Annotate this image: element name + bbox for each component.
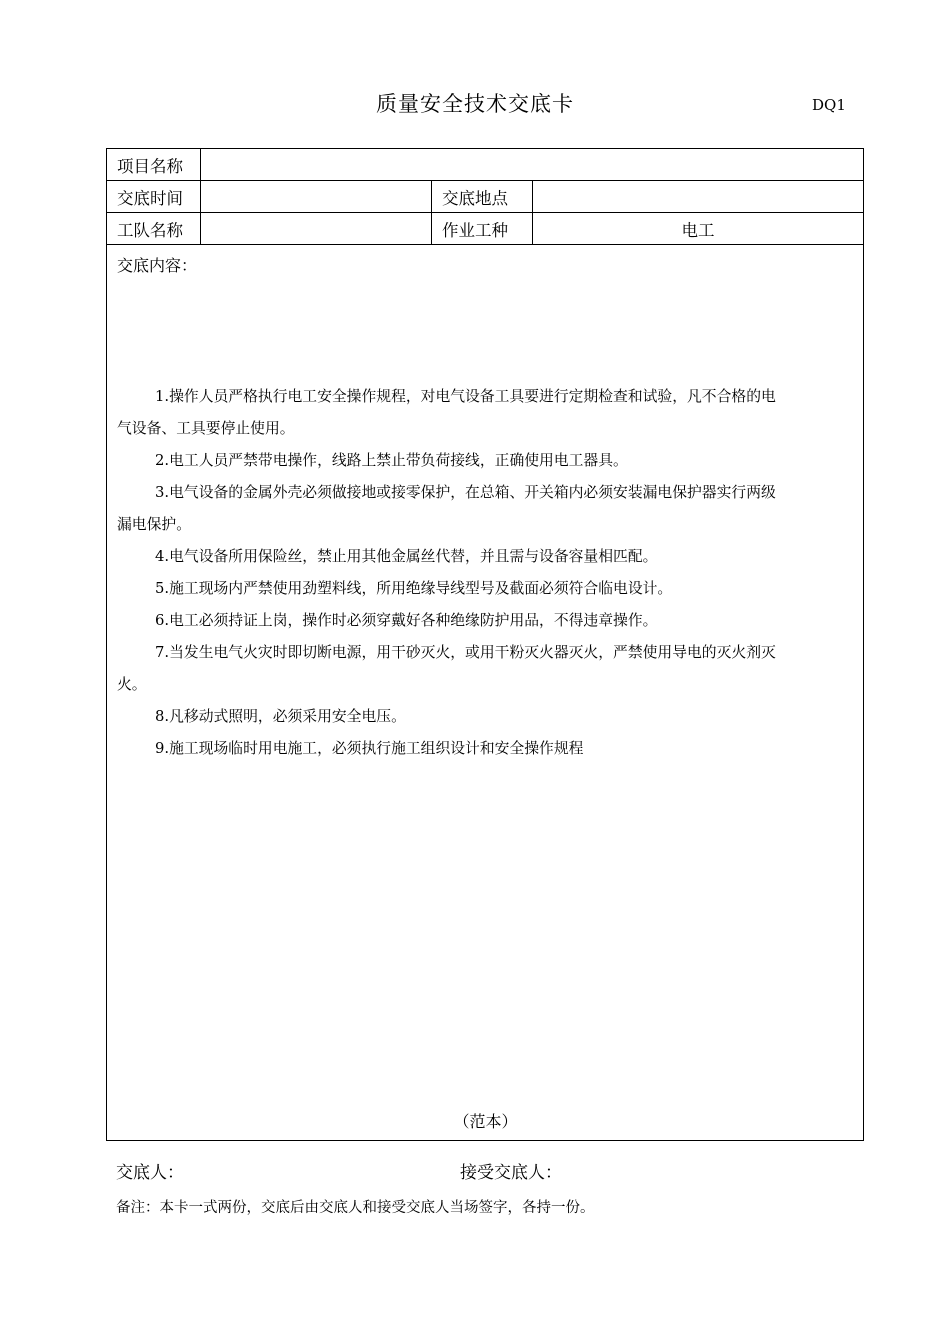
remark-note: 备注：本卡一式两份，交底后由交底人和接受交底人当场签字，各持一份。 <box>116 1200 595 1216</box>
content-item-5 <box>117 573 857 605</box>
briefing-location-field[interactable] <box>533 181 864 213</box>
document-code: DQ1 <box>812 96 846 114</box>
content-item-4 <box>117 541 857 573</box>
content-item-6 <box>117 605 857 637</box>
content-item-continuation: 漏电保护。 <box>117 516 191 533</box>
content-item-text: 9.施工现场临时用电施工，必须执行施工组织设计和安全操作规程 <box>155 740 584 757</box>
time-location-row <box>107 181 864 213</box>
team-name-field[interactable] <box>201 213 432 245</box>
work-type-field[interactable]: 电工 <box>533 213 864 245</box>
content-item-1 <box>117 381 857 445</box>
content-label: 交底内容： <box>117 256 198 275</box>
content-item-8 <box>117 701 857 733</box>
content-item-continuation: 火。 <box>117 676 147 693</box>
briefing-location-label: 交底地点 <box>432 181 533 213</box>
work-type-label: 作业工种 <box>432 213 533 245</box>
content-item-text: 4.电气设备所用保险丝，禁止用其他金属丝代替，并且需与设备容量相匹配。 <box>155 548 658 565</box>
team-worktype-row <box>107 213 864 245</box>
content-item-text: 6.电工必须持证上岗，操作时必须穿戴好各种绝缘防护用品，不得违章操作。 <box>155 612 658 629</box>
team-name-label: 工队名称 <box>107 213 201 245</box>
content-item-continuation: 气设备、工具要停止使用。 <box>117 420 295 437</box>
receiver-signature-label: 接受交底人： <box>460 1163 562 1183</box>
content-item-text: 7.当发生电气火灾时即切断电源，用干砂灭火，或用干粉灭火器灭火，严禁使用导电的灭火剂灭 <box>155 644 776 661</box>
content-item-3 <box>117 477 857 541</box>
content-item-text: 3.电气设备的金属外壳必须做接地或接零保护，在总箱、开关箱内必须安装漏电保护器实行两级 <box>155 484 776 501</box>
content-item-text: 8.凡移动式照明，必须采用安全电压。 <box>155 708 406 725</box>
content-item-9 <box>117 733 857 765</box>
briefing-time-label: 交底时间 <box>107 181 201 213</box>
content-item-7 <box>117 637 857 701</box>
content-row <box>107 245 864 1141</box>
briefing-form-table <box>106 148 864 1141</box>
content-item-2 <box>117 445 857 477</box>
project-name-row <box>107 149 864 181</box>
briefing-content-cell <box>107 245 864 1141</box>
page-title: 质量安全技术交底卡 <box>376 92 574 116</box>
discloser-signature-label: 交底人： <box>116 1163 184 1183</box>
content-item-text: 2.电工人员严禁带电操作，线路上禁止带负荷接线，正确使用电工器具。 <box>155 452 628 469</box>
content-item-text: 1.操作人员严格执行电工安全操作规程，对电气设备工具要进行定期检查和试验，凡不合格的电 <box>155 388 776 405</box>
project-name-field[interactable] <box>201 149 864 181</box>
briefing-time-field[interactable] <box>201 181 432 213</box>
content-item-text: 5.施工现场内严禁使用劲塑料线，所用绝缘导线型号及截面必须符合临电设计。 <box>155 580 673 597</box>
sample-mark: （范本） <box>453 1112 518 1131</box>
project-name-label: 项目名称 <box>107 149 201 181</box>
